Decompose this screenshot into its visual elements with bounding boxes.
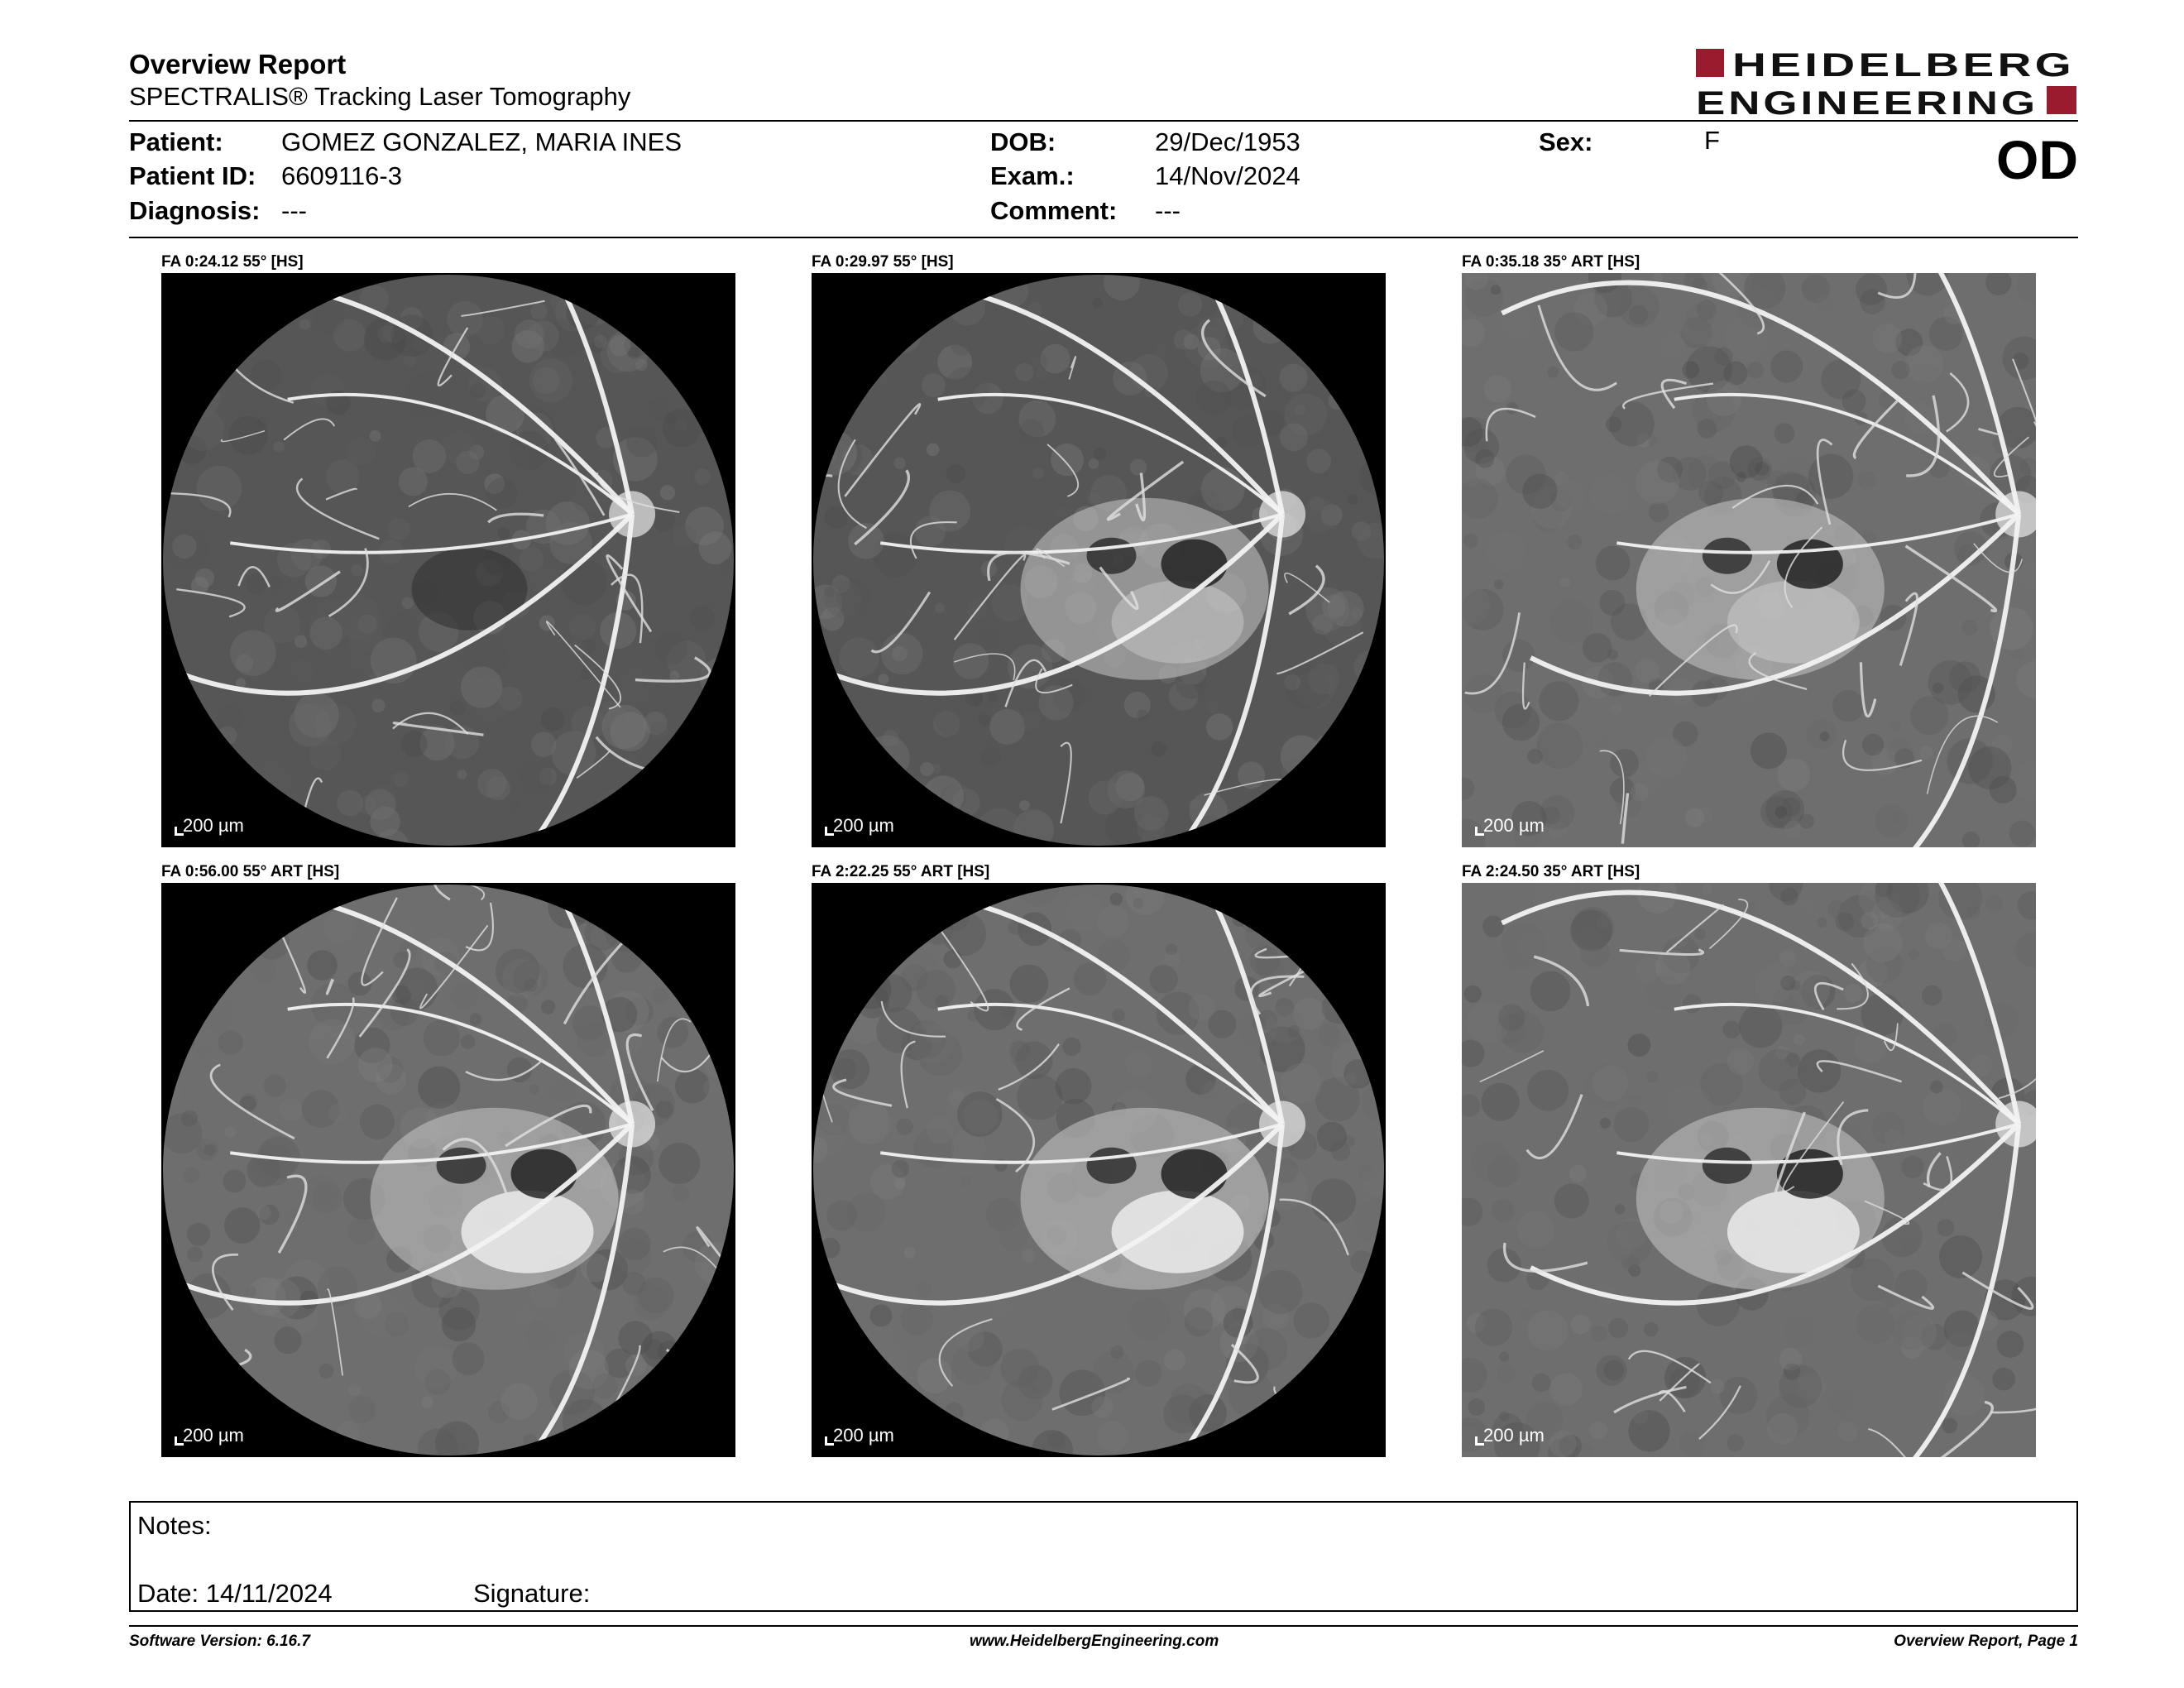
page-number: Overview Report, Page 1: [1894, 1633, 2078, 1650]
exam-value: 14/Nov/2024: [1155, 161, 1300, 190]
heidelberg-logo: [1696, 46, 2078, 117]
notes-label: Notes:: [137, 1511, 212, 1540]
scale-label: 200 µm: [183, 1425, 244, 1446]
image-caption: FA 0:56.00 55° ART [HS]: [161, 863, 340, 880]
report-title: Overview Report: [129, 49, 347, 79]
patient-name: GOMEZ GONZALEZ, MARIA INES: [281, 127, 682, 156]
image-caption: FA 0:24.12 55° [HS]: [161, 253, 304, 271]
eye-laterality: OD: [1996, 129, 2078, 190]
scale-bar: [1475, 816, 1545, 836]
comment-label: Comment:: [990, 196, 1118, 225]
fa-image[interactable]: [812, 883, 1386, 1457]
date-label: Date: 14/11/2024: [137, 1579, 333, 1608]
image-caption: FA 2:24.50 35° ART [HS]: [1462, 863, 1640, 880]
sex-value: F: [1704, 126, 1720, 155]
patient-label: Patient:: [129, 127, 223, 156]
scale-bar: [1475, 1426, 1545, 1446]
scale-label: 200 µm: [1483, 1425, 1545, 1446]
software-version: Software Version: 6.16.7: [129, 1633, 310, 1650]
image-caption: FA 2:22.25 55° ART [HS]: [812, 863, 990, 880]
signature-label: Signature:: [473, 1579, 591, 1608]
exam-label: Exam.:: [990, 161, 1075, 190]
scale-label: 200 µm: [833, 815, 894, 836]
fa-image[interactable]: [1462, 273, 2036, 847]
patient-divider: [129, 237, 2078, 238]
header-divider: [129, 120, 2078, 122]
scale-bar: [825, 816, 894, 836]
scale-bar: [175, 816, 244, 836]
fundus-graphic: [812, 883, 1386, 1457]
fundus-graphic: [812, 273, 1386, 847]
scale-label: 200 µm: [183, 815, 244, 836]
footer-divider: [129, 1625, 2078, 1627]
logo-bottom-text: ENGINEERING: [1696, 85, 2038, 117]
fa-image[interactable]: [1462, 883, 2036, 1457]
fa-image[interactable]: [161, 883, 735, 1457]
report-subtitle: SPECTRALIS® Tracking Laser Tomography: [129, 82, 631, 111]
dob-label: DOB:: [990, 127, 1056, 156]
comment-value: ---: [1155, 196, 1181, 225]
scale-bar: [825, 1426, 894, 1446]
scale-label: 200 µm: [1483, 815, 1545, 836]
fundus-graphic: [1462, 883, 2036, 1457]
scale-label: 200 µm: [833, 1425, 894, 1446]
scale-bar: [175, 1426, 244, 1446]
diagnosis-label: Diagnosis:: [129, 196, 261, 225]
dob-value: 29/Dec/1953: [1155, 127, 1300, 156]
image-caption: FA 0:29.97 55° [HS]: [812, 253, 954, 271]
diagnosis-value: ---: [281, 196, 307, 225]
patient-id-label: Patient ID:: [129, 161, 256, 190]
website-link[interactable]: www.HeidelbergEngineering.com: [970, 1633, 1219, 1650]
logo-top-text: HEIDELBERG: [1732, 47, 2075, 84]
patient-id: 6609116-3: [281, 161, 402, 190]
image-caption: FA 0:35.18 35° ART [HS]: [1462, 253, 1640, 271]
fundus-graphic: [161, 883, 735, 1457]
fa-image[interactable]: [812, 273, 1386, 847]
fundus-graphic: [161, 273, 735, 847]
notes-box[interactable]: [129, 1501, 2078, 1612]
sex-label: Sex:: [1539, 127, 1593, 156]
fundus-graphic: [1462, 273, 2036, 847]
fa-image[interactable]: [161, 273, 735, 847]
